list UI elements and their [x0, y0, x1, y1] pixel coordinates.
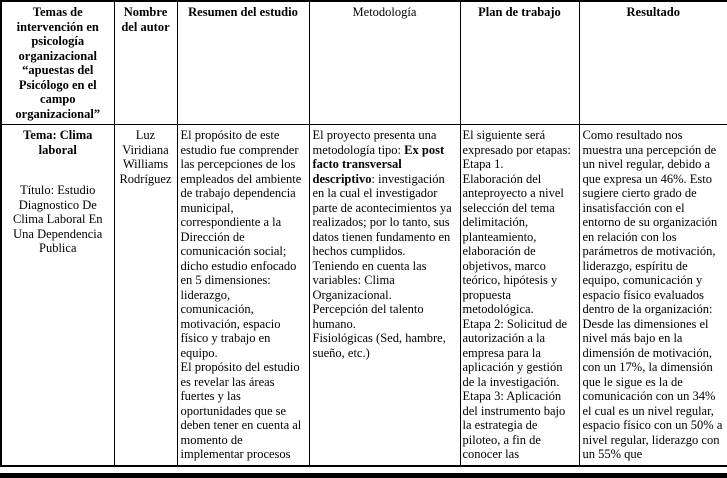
- metodologia-descripcion: : investigación en la cual el investigador parte de acontecimientos ya realizados; por lo tanto, sus datos tienen fundamento en hechos cumplidos.: [312, 171, 452, 258]
- paragraph: Etapa 1.: [462, 157, 504, 171]
- cell-metodologia: [309, 125, 460, 466]
- plan-paragraphs: [463, 128, 577, 462]
- col-header-metodologia: Metodología: [309, 1, 460, 125]
- paragraph: Percepción del talento humano.: [312, 302, 424, 331]
- study-row: [1, 125, 727, 466]
- autor-name: Luz Viridiana Williams Rodríguez: [119, 128, 172, 186]
- metodologia-paragraph: [313, 128, 457, 259]
- cell-plan: [460, 125, 579, 466]
- cell-resultado: [579, 125, 727, 466]
- paragraph: El siguiente será expresado por etapas:: [462, 128, 571, 157]
- titulo-label: Título: Estudio Diagnostico De Clima Laboral En Una Dependencia Publica: [12, 183, 103, 255]
- table-bottom-border: [0, 473, 727, 478]
- paragraph: Etapa 2: Solicitud de autorización a la empresa para la aplicación y gestión de la investigación.: [462, 316, 567, 389]
- metodologia-tipo-bold: Ex post facto transversal descriptivo: [312, 142, 445, 186]
- col-header-plan: Plan de trabajo: [460, 1, 579, 125]
- cell-autor: [114, 125, 177, 466]
- col-header-temas: Temas de intervención en psicología organizacional “apuestas del Psicólogo en el campo organizacional”: [1, 1, 114, 125]
- col-header-resumen: Resumen del estudio: [177, 1, 309, 125]
- paragraph: Teniendo en cuenta las variables: Clima Organizacional.: [312, 258, 427, 302]
- cell-temas: [1, 125, 114, 466]
- paragraph: Etapa 3: Aplicación del instrumento bajo la estrategia de piloteo, a fin de conocer las: [462, 389, 566, 461]
- col-header-autor: Nombre del autor: [114, 1, 177, 125]
- paragraph: Elaboración del anteproyecto a nivel selección del tema delimitación, planteamiento, elaboración de objetivos, marco teórico, hipótesis y propuesta metodológica.: [462, 171, 564, 316]
- tema-label: Tema: Clima laboral: [23, 128, 93, 157]
- paragraph: Como resultado nos muestra una percepción de un nivel regular, debido a que expresa un 46%. Esto sugiere cierto grado de insatisfacción con el entorno de su organización en relación con los parámetros de motivación, liderazgo, espíritu de equipo, comunicación y espacio físico evaluados dentro de la organización:: [582, 128, 718, 316]
- metodologia-intro: El proyecto presenta una metodología tipo:: [312, 128, 437, 157]
- paragraph: Desde las dimensiones el nivel más bajo en la dimensión de motivación, con un 17%, la dimensión que le sigue es la de comunicación con un 34% el cual es un nivel regular, espacio físico con un 50% a nivel regular, liderazgo con un 55% que: [582, 316, 723, 461]
- header-row: [1, 1, 727, 125]
- resultado-paragraphs: [583, 128, 725, 462]
- paragraph: El propósito de este estudio fue comprender las percepciones de los empleados del ambiente de trabajo dependencia municipal, correspondiente a la Dirección de comunicación social; dicho estudio enfocado en 5 dimensiones: liderazgo, comunicación, motivación, espacio físico y trabajo en equipo.: [180, 128, 302, 360]
- paragraph: Fisiológicas (Sed, hambre, sueño, etc.): [312, 331, 446, 360]
- resumen-paragraphs: [181, 128, 306, 462]
- metodologia-variables: [313, 259, 457, 361]
- cell-resumen: [177, 125, 309, 466]
- col-header-resultado: Resultado: [579, 1, 727, 125]
- paragraph: El propósito del estudio es revelar las áreas fuertes y las oportunidades que se deben tener en cuenta al momento de implementar procesos: [180, 360, 302, 461]
